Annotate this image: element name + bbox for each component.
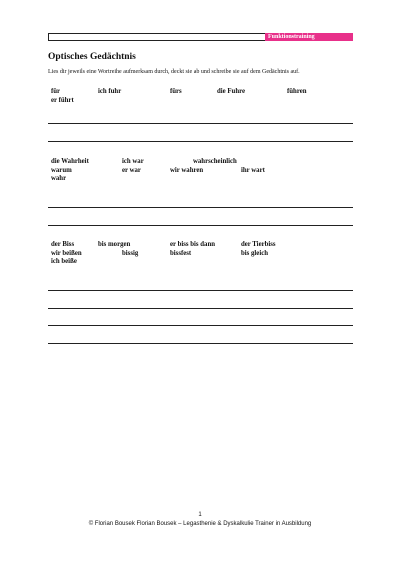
word-item: er biss bis dann (170, 241, 216, 248)
writing-line (48, 225, 353, 226)
word-row (51, 250, 351, 259)
word-item: ihr wart (241, 166, 265, 174)
page-title: Optisches Gedächtnis (48, 52, 136, 62)
word-item: führen (287, 88, 307, 95)
writing-line (48, 325, 353, 326)
word-item: der Biss (51, 241, 75, 248)
word-row (51, 158, 351, 167)
footer-copyright: © Florian Bousek Florian Bousek – Legasthenie & Dyskalkulie Trainer in Ausbildung (88, 521, 312, 527)
word-row (51, 241, 351, 250)
word-item: ich fuhr (98, 88, 122, 95)
word-item: wir wahren (170, 166, 204, 174)
word-item: er führt (51, 96, 74, 104)
page-number: 1 (198, 512, 202, 518)
word-item: wahrscheinlich (193, 158, 237, 165)
writing-line (48, 123, 353, 124)
word-row (51, 88, 351, 97)
word-block-1 (51, 88, 351, 105)
writing-line (48, 207, 353, 208)
word-item: wir beißen (51, 249, 82, 257)
word-row (51, 167, 351, 176)
word-item: bissig (122, 249, 139, 257)
writing-line (48, 141, 353, 142)
word-item: für (51, 88, 61, 95)
word-item: warum (51, 166, 72, 174)
word-item: wahr (51, 175, 67, 182)
word-item: fürs (170, 88, 182, 95)
word-block-2 (51, 158, 351, 184)
word-item: die Wahrheit (51, 158, 89, 165)
section-tag: Funktionstraining (265, 33, 353, 41)
writing-line (48, 308, 353, 309)
writing-line (48, 290, 353, 291)
word-item: ich beiße (51, 258, 77, 265)
word-row (51, 97, 351, 106)
word-item: bis morgen (98, 241, 131, 248)
word-item: die Fuhre (217, 88, 246, 95)
word-block-3 (51, 241, 351, 267)
word-item: bis gleich (241, 249, 269, 257)
word-row (51, 175, 351, 184)
word-item: ich war (122, 158, 144, 165)
word-item: bissfest (170, 249, 192, 257)
word-item: der Tierbiss (241, 241, 276, 248)
writing-line (48, 343, 353, 344)
header-bar (48, 33, 353, 41)
instruction-text: Lies dir jeweils eine Wortreihe aufmerksam durch, deckt sie ab und schreibe sie auf dem Gedächtnis auf. (48, 69, 300, 75)
word-row (51, 258, 351, 267)
word-item: er war (122, 166, 141, 174)
